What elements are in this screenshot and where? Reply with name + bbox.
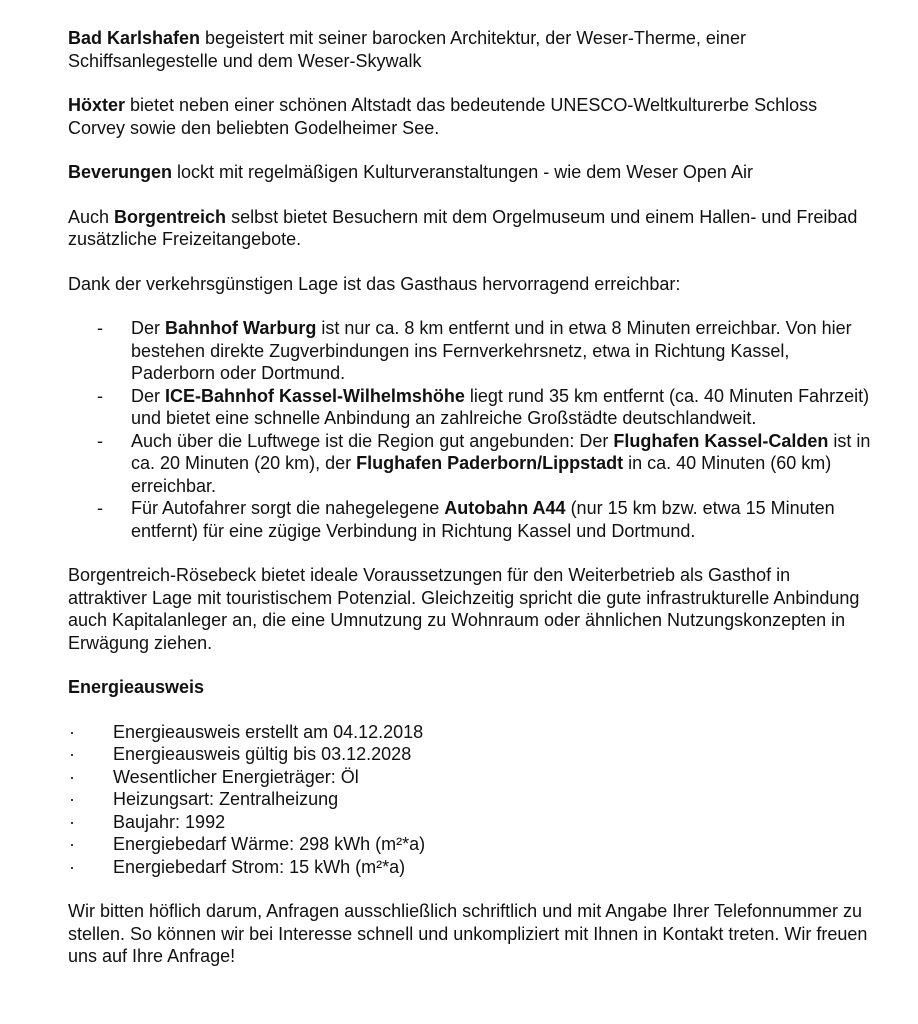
flughafen-paderborn-lippstadt: Flughafen Paderborn/Lippstadt [356,453,624,473]
item-text: liegt rund 35 km entfernt (ca. 40 Minuten Fahrzeit) und bietet eine schnelle Anbindung an zahlreiche Großstädte deutschlandweit. [131,385,870,428]
item-text: Energieausweis erstellt am 04.12.2018 [113,721,424,742]
dash-marker: - [97,498,103,518]
paragraph-hoexter [68,94,868,139]
place-name-beverungen: Beverungen [68,162,173,182]
bullet-marker: · [69,789,75,809]
paragraph-prefix: Auch [68,206,115,227]
access-list [68,317,871,542]
paragraph-access-intro: Dank der verkehrsgünstigen Lage ist das Gasthaus hervorragend erreichbar: [68,273,681,294]
dash-marker: - [97,318,103,338]
item-text: ist nur ca. 8 km entfernt und in etwa 8 Minuten erreichbar. Von hier bestehen direkte Zugverbindungen ins Fernverkehrsnetz, etwa in Richtung Kassel, Paderborn oder Dortmund. [131,318,852,383]
place-name-borgentreich: Borgentreich [114,206,227,227]
item-text: Auch über die Luftwege ist die Region gut angebunden: Der [131,430,614,451]
dash-marker: - [97,430,103,451]
item-text: Energiebedarf Wärme: 298 kWh (m²*a) [113,834,426,854]
item-text: (nur 15 km bzw. etwa 15 Minuten entfernt) für eine zügige Verbindung in Richtung Kassel und Dortmund. [131,498,835,541]
bullet-marker: · [69,721,75,742]
list-item [68,788,868,811]
ice-bahnhof-kassel: ICE-Bahnhof Kassel-Wilhelmshöhe [165,385,465,406]
paragraph-summary: Borgentreich-Rösebeck bietet ideale Voraussetzungen für den Weiterbetrieb als Gasthof in attraktiver Lage mit touristischem Potenzial. Gleichzeitig spricht die gute infrastrukturelle Anbindung auch Kapitalanleger an, die eine Umnutzung zu Wohnraum oder ähnlichen Nutzungskonzepten in Erwägung ziehen. [68,565,860,653]
bullet-marker: · [69,766,75,787]
paragraph-closing: Wir bitten höflich darum, Anfragen ausschließlich schriftlich und mit Angabe Ihrer Telefonnummer zu stellen. So können wir bei Interesse schnell und unkompliziert mit Ihnen in Kontakt treten. Wir freuen uns auf Ihre Anfrage! [68,901,868,966]
item-text: Der [131,318,166,338]
item-text: in ca. 40 Minuten (60 km) erreichbar. [131,453,832,496]
item-text: Wesentlicher Energieträger: Öl [113,766,359,787]
bullet-marker: · [69,834,75,854]
energy-list [68,721,868,879]
bullet-marker: · [69,744,75,764]
list-item-autobahn [68,497,878,542]
list-item-flughafen [68,430,878,498]
paragraph-text: begeistert mit seiner barocken Architektur, der Weser-Therme, einer Schiffsanlegestelle und dem Weser-Skywalk [68,28,746,71]
list-item [68,833,868,856]
list-item [68,811,868,834]
paragraph-bad-karlshafen [68,27,868,72]
list-item [68,856,868,879]
item-text: Der [131,385,166,406]
item-text: ist in ca. 20 Minuten (20 km), der [131,430,871,473]
paragraph-text: lockt mit regelmäßigen Kulturveranstaltungen - wie dem Weser Open Air [172,162,753,182]
dash-marker: - [97,385,103,406]
list-item [68,743,868,766]
flughafen-kassel-calden: Flughafen Kassel-Calden [613,430,829,451]
paragraph-text: selbst bietet Besuchern mit dem Orgelmuseum und einem Hallen- und Freibad zusätzliche Freizeitangebote. [68,206,858,249]
bullet-marker: · [69,856,75,877]
paragraph-text: bietet neben einer schönen Altstadt das bedeutende UNESCO-Weltkulturerbe Schloss Corvey sowie den beliebten Godelheimer See. [68,95,818,138]
bahnhof-warburg: Bahnhof Warburg [165,318,317,338]
document-page [68,27,871,990]
paragraph-borgentreich [68,206,868,251]
item-text: Baujahr: 1992 [113,811,226,832]
item-text: Heizungsart: Zentralheizung [113,789,339,809]
energieausweis-heading: Energieausweis [68,677,205,697]
list-item-warburg [68,317,878,385]
item-text: Für Autofahrer sorgt die nahegelegene [131,498,445,518]
list-item [68,766,868,789]
list-item-ice-bahnhof [68,385,878,430]
list-item [68,721,868,744]
item-text: Energiebedarf Strom: 15 kWh (m²*a) [113,856,406,877]
place-name-bad-karlshafen: Bad Karlshafen [68,28,201,48]
autobahn-a44: Autobahn A44 [444,498,566,518]
place-name-hoexter: Höxter [68,95,126,115]
bullet-marker: · [69,811,75,832]
paragraph-beverungen [68,161,868,184]
item-text: Energieausweis gültig bis 03.12.2028 [113,744,412,764]
